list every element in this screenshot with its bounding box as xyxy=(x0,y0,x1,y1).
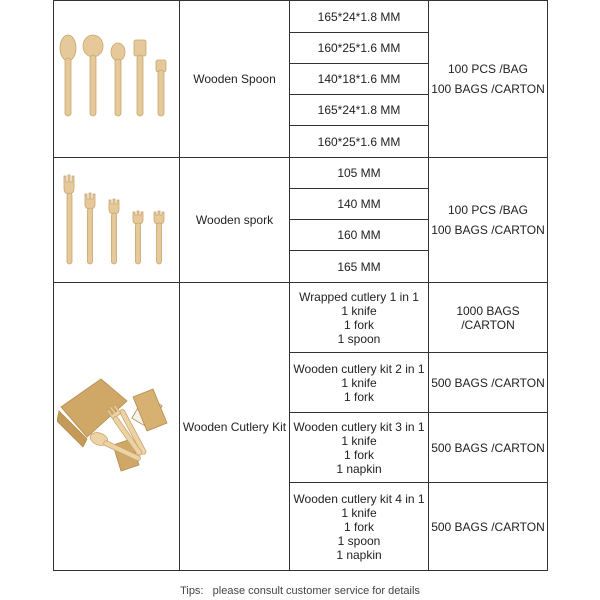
kit-line: 1 spoon xyxy=(337,533,381,548)
kit-line: Wooden cutlery kit 2 in 1 xyxy=(293,361,425,376)
packing-line: 100 BAGS /CARTON xyxy=(431,82,545,96)
kit-line: 1 knife xyxy=(341,505,377,520)
kit-line: 1 spoon xyxy=(337,331,381,346)
size-cell: 160 MM xyxy=(290,220,429,251)
packing-cell xyxy=(429,1,548,158)
packing-cell: 1000 BAGS /CARTON xyxy=(429,283,548,353)
size-cell: 165*24*1.8 MM xyxy=(290,1,429,33)
kit-line: 1 knife xyxy=(341,303,377,318)
packing-cell xyxy=(429,158,548,283)
kit-description xyxy=(290,483,429,571)
kit-line: Wooden cutlery kit 4 in 1 xyxy=(293,491,425,506)
size-cell: 165*24*1.8 MM xyxy=(290,95,429,126)
kit-line: Wooden cutlery kit 3 in 1 xyxy=(293,419,425,434)
kit-description xyxy=(290,353,429,413)
wooden-cutlery-kit-icon xyxy=(57,377,177,477)
kit-line: 1 napkin xyxy=(336,461,382,476)
kit-line: 1 fork xyxy=(343,317,374,332)
packing-cell: 500 BAGS /CARTON xyxy=(429,413,548,483)
spork-image-cell xyxy=(54,158,180,283)
product-name: Wooden spork xyxy=(180,158,290,283)
wooden-spork-set-icon xyxy=(61,172,173,268)
kit-line: 1 fork xyxy=(343,389,374,404)
wooden-spoon-set-icon xyxy=(58,34,176,124)
kit-image-cell xyxy=(54,283,180,571)
tips-note xyxy=(0,585,600,597)
size-cell: 165 MM xyxy=(290,251,429,283)
packing-line: 100 BAGS /CARTON xyxy=(431,223,545,237)
spoon-image-cell xyxy=(54,1,180,158)
kit-description xyxy=(290,283,429,353)
size-cell: 105 MM xyxy=(290,158,429,189)
kit-line: 1 fork xyxy=(343,447,374,462)
tips-label: Tips: xyxy=(180,585,204,597)
product-name: Wooden Cutlery Kit xyxy=(180,283,290,571)
product-name: Wooden Spoon xyxy=(180,1,290,158)
size-cell: 160*25*1.6 MM xyxy=(290,33,429,64)
packing-cell: 500 BAGS /CARTON xyxy=(429,353,548,413)
kit-line: Wrapped cutlery 1 in 1 xyxy=(299,289,419,304)
packing-line: 100 PCS /BAG xyxy=(447,203,529,217)
kit-description xyxy=(290,413,429,483)
packing-cell: 500 BAGS /CARTON xyxy=(429,483,548,571)
packing-line: 100 PCS /BAG xyxy=(447,62,529,76)
size-cell: 140 MM xyxy=(290,189,429,220)
kit-line: 1 fork xyxy=(343,519,374,534)
kit-line: 1 knife xyxy=(341,375,377,390)
kit-line: 1 knife xyxy=(341,433,377,448)
kit-line: 1 napkin xyxy=(336,547,382,562)
tips-text: please consult customer service for details xyxy=(212,585,420,597)
size-cell: 160*25*1.6 MM xyxy=(290,126,429,158)
product-spec-table xyxy=(53,0,548,571)
size-cell: 140*18*1.6 MM xyxy=(290,64,429,95)
